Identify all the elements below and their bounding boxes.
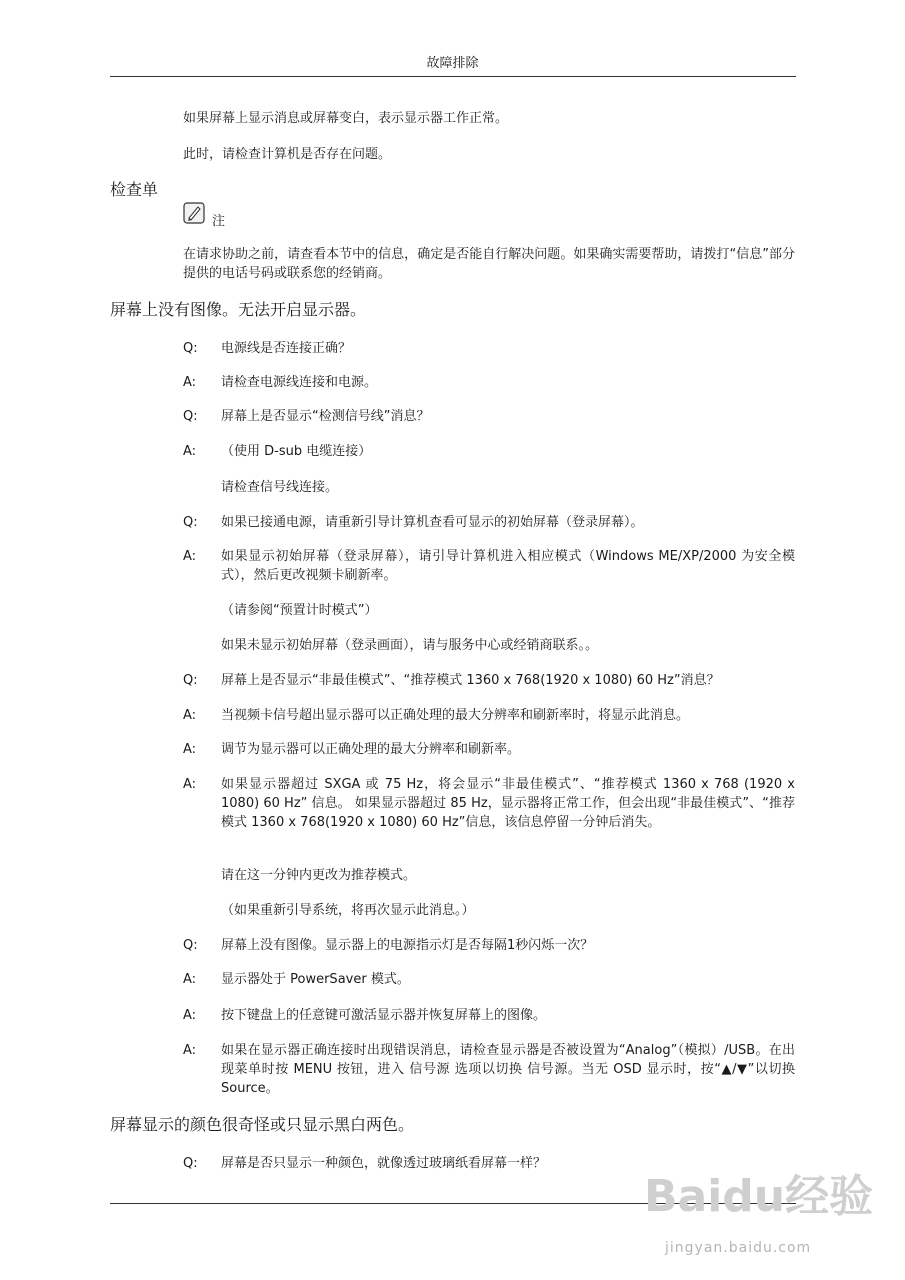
qa-text: 按下键盘上的任意键可激活显示器并恢复屏幕上的图像。 <box>221 1008 547 1023</box>
note-icon <box>183 202 205 224</box>
qa-text: 调节为显示器可以正确处理的最大分辨率和刷新率。 <box>221 742 521 757</box>
qa-text: 显示器处于 PowerSaver 模式。 <box>221 972 410 987</box>
qa-continuation: （请参阅“预置计时模式”） <box>221 603 378 618</box>
qa-label: Q: <box>183 409 198 424</box>
qa-text: 屏幕上没有图像。显示器上的电源指示灯是否每隔1秒闪烁一次？ <box>221 938 594 953</box>
qa-continuation: 请在这一分钟内更改为推荐模式。 <box>221 868 417 883</box>
qa-text: 如果显示器超过 SXGA 或 75 Hz，将会显示“非最佳模式”、“推荐模式 1360 x 768 (1920 x 1080) 60 Hz” 信息。 如果显示器超过 85 Hz，显示器将正常工作，但会出现“非最佳模式”、“推荐模式 1360 x 768(1920 x 1080) 60 Hz”信息，该信息停留一分钟后消失。 <box>221 777 795 830</box>
page-header-title: 故障排除 <box>426 56 479 71</box>
qa-text: 屏幕上是否显示“非最佳模式”、“推荐模式 1360 x 768(1920 x 1080) 60 Hz”消息？ <box>221 673 720 688</box>
qa-label: A: <box>183 972 197 987</box>
qa-label: Q: <box>183 673 198 688</box>
qa-label: A: <box>183 375 197 390</box>
qa-label: A: <box>183 1043 197 1058</box>
note-text: 在请求协助之前，请查看本节中的信息，确定是否能自行解决问题。如果确实需要帮助，请拨打“信息”部分提供的电话号码或联系您的经销商。 <box>183 247 795 281</box>
watermark-url: jingyan.baidu.com <box>665 1240 812 1256</box>
qa-text: 如果显示初始屏幕（登录屏幕），请引导计算机进入相应模式（Windows ME/XP/2000 为安全模式），然后更改视频卡刷新率。 <box>221 549 795 583</box>
qa-text: 屏幕上是否显示“检测信号线”消息？ <box>221 409 430 424</box>
section1-heading: 屏幕上没有图像。无法开启显示器。 <box>110 300 367 319</box>
checklist-heading: 检查单 <box>110 180 159 199</box>
qa-label: A: <box>183 444 197 459</box>
header-rule <box>110 76 796 77</box>
qa-label: A: <box>183 708 197 723</box>
section2-heading: 屏幕显示的颜色很奇怪或只显示黑白两色。 <box>110 1115 415 1134</box>
qa-label: A: <box>183 777 197 792</box>
qa-text: 请检查电源线连接和电源。 <box>221 375 378 390</box>
intro-line-1: 如果屏幕上显示消息或屏幕变白，表示显示器工作正常。 <box>183 111 509 126</box>
qa-text: （使用 D-sub 电缆连接） <box>221 444 372 459</box>
qa-label: Q: <box>183 938 198 953</box>
qa-continuation: （如果重新引导系统，将再次显示此消息。） <box>221 903 475 918</box>
qa-text: 电源线是否连接正确？ <box>221 341 352 356</box>
watermark-brand: Baidu经验 <box>644 1171 874 1222</box>
qa-text: 屏幕是否只显示一种颜色，就像透过玻璃纸看屏幕一样？ <box>221 1156 547 1171</box>
qa-label: Q: <box>183 515 198 530</box>
qa-label: A: <box>183 742 197 757</box>
qa-text: 如果在显示器正确连接时出现错误消息，请检查显示器是否被设置为“Analog”（模拟）/USB。在出现菜单时按 MENU 按钮，进入 信号源 选项以切换 信号源。当无 OSD 显示时，按“▲/▼”以切换 Source。 <box>221 1043 795 1096</box>
intro-line-2: 此时，请检查计算机是否存在问题。 <box>183 147 392 162</box>
qa-label: Q: <box>183 341 198 356</box>
note-label: 注 <box>212 214 226 229</box>
qa-text: 当视频卡信号超出显示器可以正确处理的最大分辨率和刷新率时，将显示此消息。 <box>221 708 690 723</box>
qa-label: A: <box>183 1008 197 1023</box>
qa-text: 如果已接通电源，请重新引导计算机查看可显示的初始屏幕（登录屏幕）。 <box>221 515 644 530</box>
qa-continuation: 请检查信号线连接。 <box>221 480 339 495</box>
qa-label: A: <box>183 549 197 564</box>
qa-label: Q: <box>183 1156 198 1171</box>
qa-continuation: 如果未显示初始屏幕（登录画面），请与服务中心或经销商联系。。 <box>221 638 599 653</box>
